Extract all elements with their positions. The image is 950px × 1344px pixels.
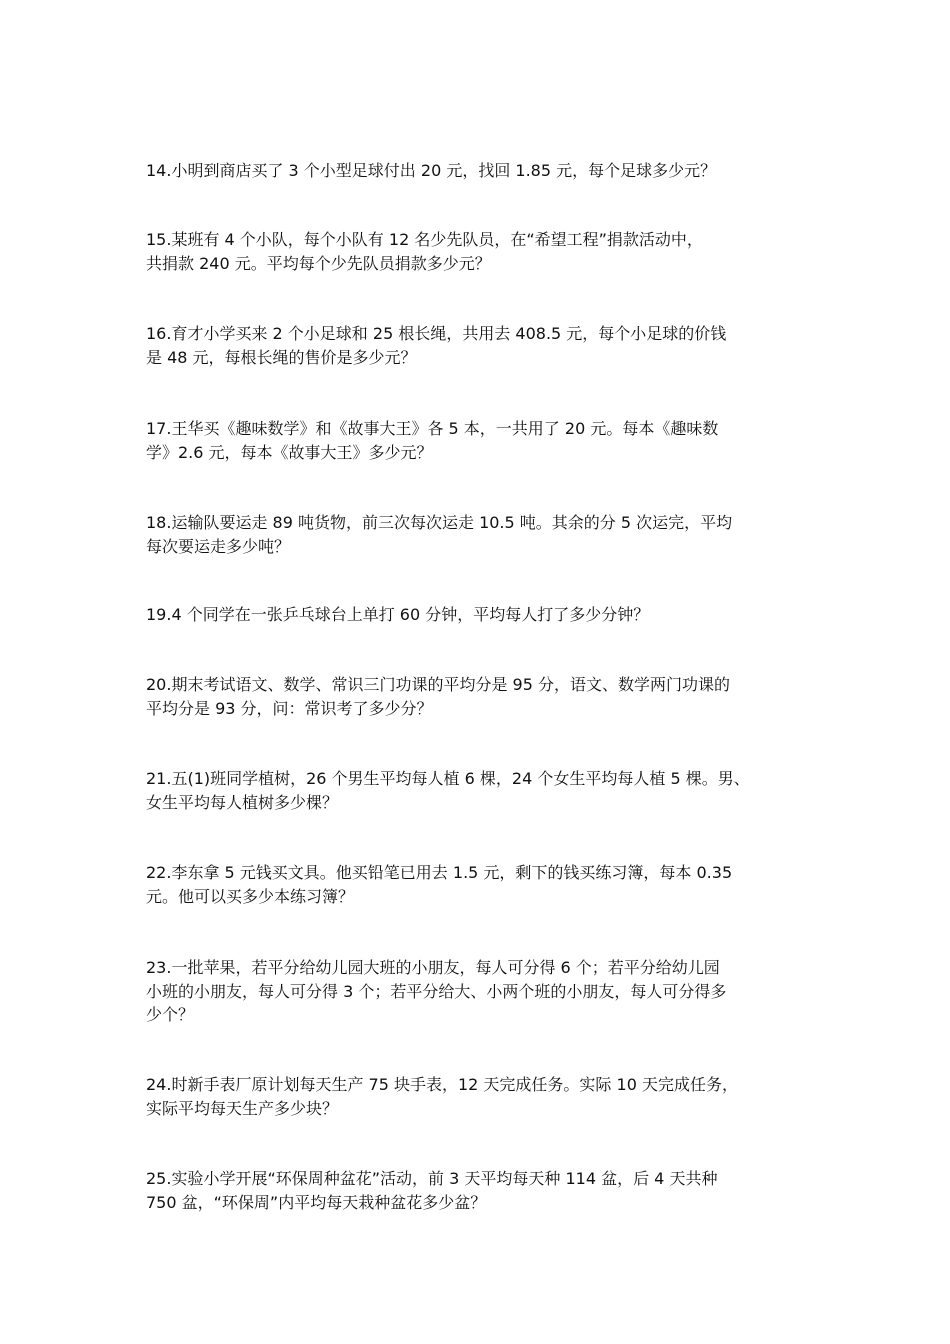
problem-22	[146, 861, 814, 908]
problem-line: 每次要运走多少吨？	[146, 536, 291, 556]
problem-23	[146, 956, 814, 1027]
problem-line: 少个？	[146, 1005, 195, 1024]
problem-line: 21.五(1)班同学植树，26 个男生平均每人植 6 棵，24 个女生平均每人植 5 棵。男、	[146, 769, 750, 788]
problem-line: 14.小明到商店买了 3 个小型足球付出 20 元，找回 1.85 元，每个足球多少元？	[146, 161, 717, 180]
problem-14	[146, 159, 814, 183]
problem-line: 女生平均每人植树多少棵？	[146, 792, 339, 812]
problem-21	[146, 767, 814, 814]
problem-line: 元。他可以买多少本练习簿？	[146, 886, 355, 906]
problem-line: 平均分是 93 分，问：常识考了多少分？	[146, 698, 433, 718]
problem-line: 24.时新手表厂原计划每天生产 75 块手表，12 天完成任务。实际 10 天完成任务，	[146, 1075, 738, 1094]
problem-line: 25.实验小学开展“环保周种盆花”活动，前 3 天平均每天种 114 盆，后 4 天共种	[146, 1169, 718, 1188]
problem-line: 共捐款 240 元。平均每个少先队员捐款多少元？	[146, 253, 491, 273]
problem-line: 学》2.6 元，每本《故事大王》多少元？	[146, 442, 433, 462]
problem-24	[146, 1073, 814, 1120]
problem-18	[146, 511, 814, 558]
problem-line: 是 48 元，每根长绳的售价是多少元？	[146, 347, 417, 367]
problem-17	[146, 417, 814, 464]
problem-line: 18.运输队要运走 89 吨货物，前三次每次运走 10.5 吨。其余的分 5 次运完，平均	[146, 513, 733, 532]
problem-line: 22.李东拿 5 元钱买文具。他买铅笔已用去 1.5 元，剩下的钱买练习簿，每本 0.35	[146, 863, 733, 882]
problem-line: 16.育才小学买来 2 个小足球和 25 根长绳，共用去 408.5 元，每个小足球的价钱	[146, 324, 727, 343]
problem-16	[146, 322, 814, 369]
problem-line: 17.王华买《趣味数学》和《故事大王》各 5 本，一共用了 20 元。每本《趣味数	[146, 419, 719, 438]
problem-line: 实际平均每天生产多少块？	[146, 1098, 339, 1118]
problem-20	[146, 673, 814, 720]
problem-line: 20.期末考试语文、数学、常识三门功课的平均分是 95 分，语文、数学两门功课的	[146, 675, 730, 694]
problem-line: 小班的小朋友，每人可分得 3 个；若平分给大、小两个班的小朋友，每人可分得多	[146, 981, 727, 1001]
problem-25	[146, 1167, 814, 1214]
problem-line: 23.一批苹果，若平分给幼儿园大班的小朋友，每人可分得 6 个；若平分给幼儿园	[146, 958, 720, 977]
problem-line: 15.某班有 4 个小队，每个小队有 12 名少先队员，在“希望工程”捐款活动中，	[146, 230, 703, 249]
problem-15	[146, 228, 814, 275]
problem-line: 19.4 个同学在一张乒乓球台上单打 60 分钟，平均每人打了多少分钟？	[146, 605, 650, 624]
problem-line: 750 盆，“环保周”内平均每天栽种盆花多少盆？	[146, 1192, 487, 1212]
problem-19	[146, 603, 814, 627]
